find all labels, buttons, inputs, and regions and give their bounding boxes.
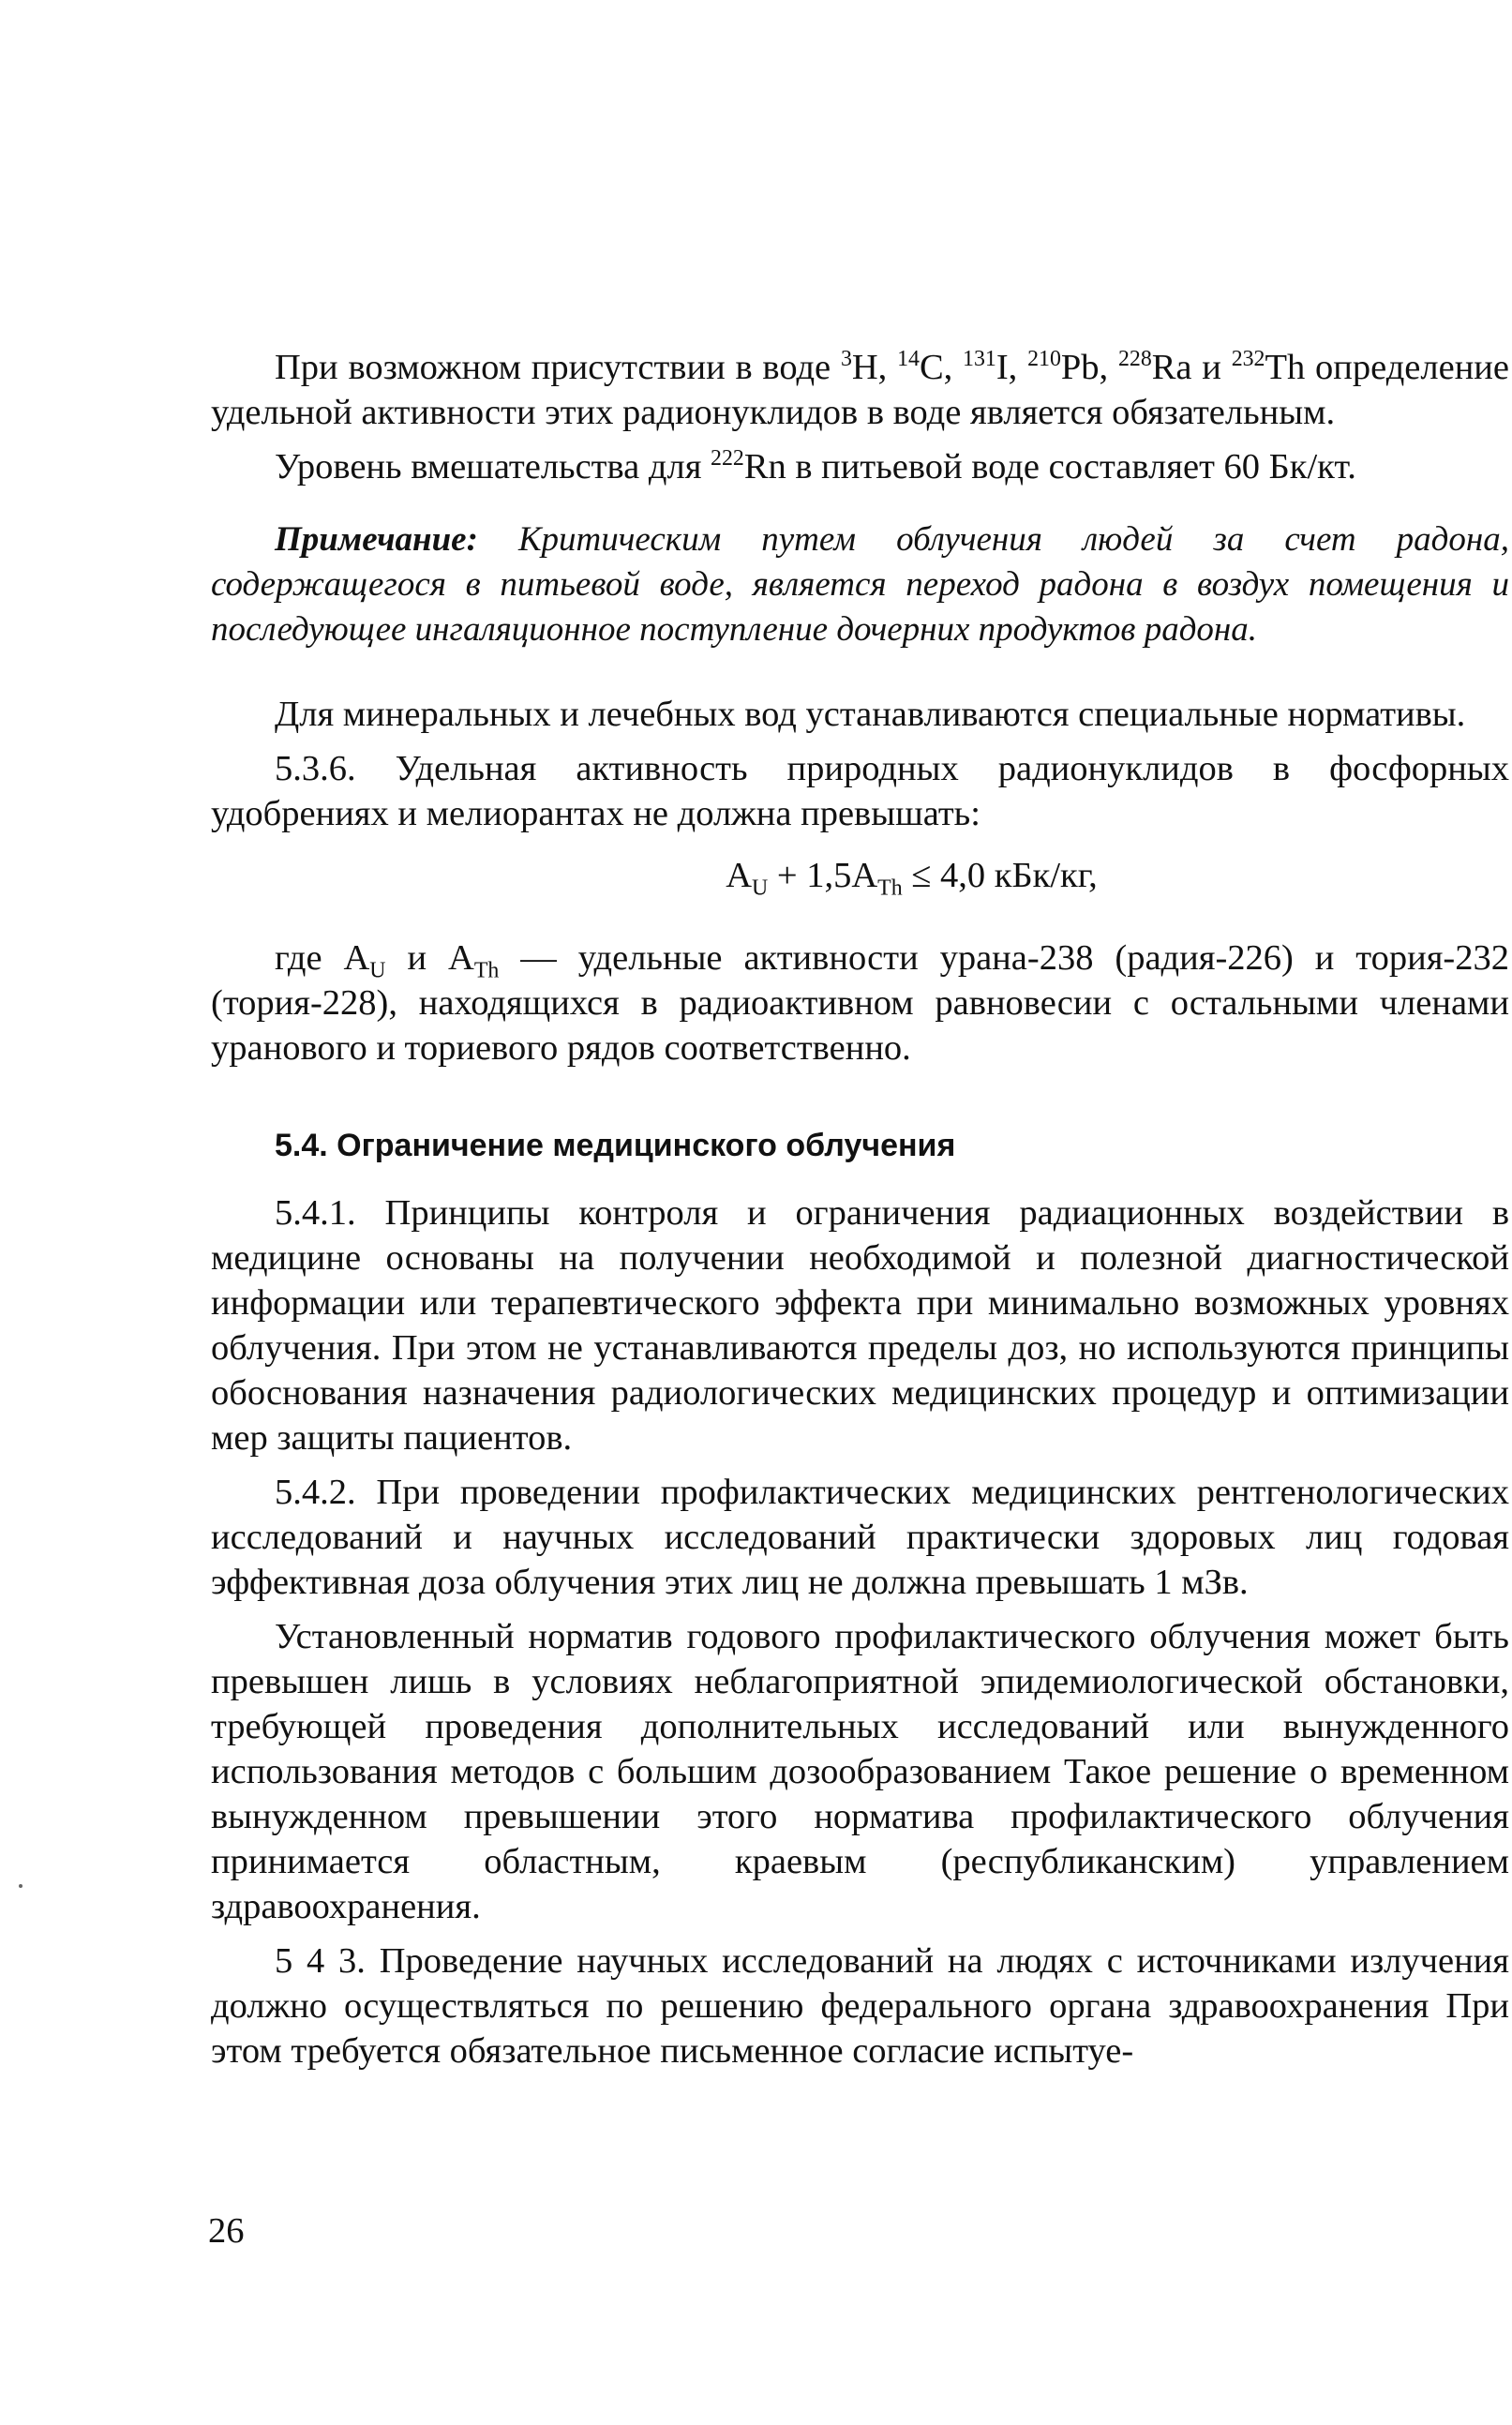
superscript: 232 [1231, 347, 1265, 372]
paragraph-where [211, 936, 1509, 1070]
superscript: 14 [897, 347, 920, 372]
note-paragraph [211, 517, 1509, 652]
text-span: I, [996, 348, 1028, 387]
text-span: и A [385, 938, 474, 978]
paragraph-5-4-2: 5.4.2. При проведении профилактических медицинских рентгенологических исследований и научных исследований практически здоровых лиц годовая эффективная доза облучения этих лиц не должна превышать 1 мЗв. [211, 1473, 1509, 1602]
superscript: 228 [1117, 347, 1152, 372]
text-span: Уровень вмешательства для [275, 447, 711, 486]
text-span: Pb, [1060, 348, 1118, 387]
note-label: Примечание: [275, 520, 478, 559]
paragraph-mineral-waters: Для минеральных и лечебных вод устанавливаются специальные нормативы. [275, 695, 1466, 734]
note-text: Критическим путем облучения людей за счет радона, содержащегося в питьевой воде, является переход радона в воздух помещения и последующее ингаляционное поступление дочерних продуктов радона. [211, 520, 1509, 649]
section-heading: 5.4. Ограничение медицинского облучения [275, 1128, 956, 1163]
paragraph-radionuclides [211, 345, 1509, 435]
text-span: При возможном присутствии в воде [275, 348, 841, 387]
text-span: H, [851, 348, 898, 387]
subscript: U [752, 876, 769, 901]
formula [211, 853, 1509, 901]
text-span: C, [919, 348, 964, 387]
scan-speck [19, 1884, 22, 1888]
subscript: Th [877, 876, 903, 901]
page-number: 26 [208, 2211, 245, 2251]
text-span: — удельные активности урана-238 (радия-226) и тория-232 (тория-228), находящихся в радиоактивном равновесии с остальными членами уранового и ториевого рядов соответственно. [211, 938, 1509, 1068]
superscript: 131 [963, 347, 996, 372]
paragraph-norm: Установленный норматив годового профилактического облучения может быть превышен лишь в условиях неблагоприятной эпидемиологической обстановки, требующей проведения дополнительных исследований или вынужденного использования методов с большим дозообразованием Такое решение о временном вынужденном превышении этого норматива профилактического облучения принимается областным, краевым (республиканским) управлением здравоохранения. [211, 1617, 1509, 1926]
formula-term: A [726, 856, 753, 895]
page-body [211, 345, 1509, 2083]
superscript: 210 [1027, 347, 1061, 372]
text-span: где A [275, 938, 370, 978]
paragraph-radon-level [211, 444, 1509, 489]
text-span: Rn в питьевой воде составляет 60 Бк/кт. [743, 447, 1356, 486]
superscript: 222 [711, 446, 744, 472]
paragraph-5-3-6: 5.3.6. Удельная активность природных радионуклидов в фосфорных удобрениях и мелиорантах не должна превышать: [211, 749, 1509, 833]
subscript: U [369, 958, 386, 983]
formula-term: ≤ 4,0 кБк/кг, [902, 856, 1098, 895]
subscript: Th [473, 958, 500, 983]
formula-term: + 1,5A [768, 856, 878, 895]
paragraph-5-4-3: 5 4 3. Проведение научных исследований на людях с источниками излучения должно осуществляться по решению федерального органа здравоохранения При этом требуется обязательное письменное согласие испытуе- [211, 1941, 1509, 2071]
paragraph-5-4-1: 5.4.1. Принципы контроля и ограничения радиационных воздействии в медицине основаны на получении необходимой и полезной диагностической информации или терапевтического эффекта при минимально возможных уровнях облучения. При этом не устанавливаются пределы доз, но используются принципы обоснования назначения радиологических медицинских процедур и оптимизации мер защиты пациентов. [211, 1193, 1509, 1458]
superscript: 3 [840, 347, 852, 372]
text-span: Ra и [1151, 348, 1232, 387]
text-span: Th определение удельной активности этих радионуклидов в воде является обязательным. [211, 348, 1509, 432]
